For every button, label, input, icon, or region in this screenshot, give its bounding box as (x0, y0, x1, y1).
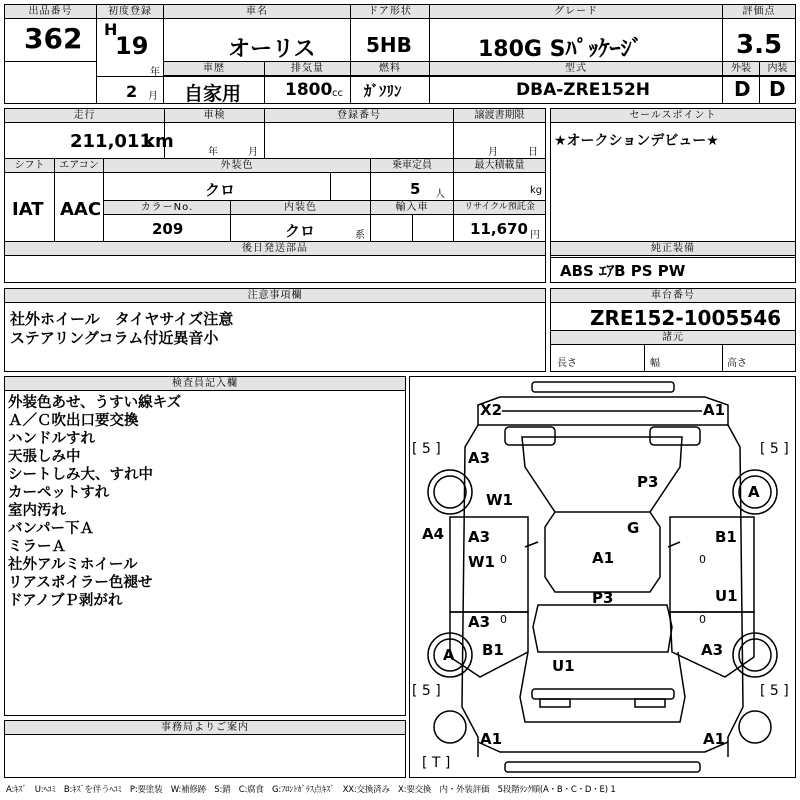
shaken-year: 年 (208, 147, 218, 158)
equipment-header: 純正装備 (551, 242, 795, 256)
displacement-header: 排気量 (265, 62, 350, 76)
inspector-line: ドアノブＰ剥がれ (8, 593, 123, 609)
transfer-month: 月 (488, 147, 498, 158)
notes-line-1: 社外ホイール タイヤサイズ注意 (10, 310, 234, 328)
lot-no-header: 出品番号 (5, 5, 96, 19)
shift-value: IAT (12, 199, 44, 220)
diagram-label-x2: X2 (480, 401, 503, 419)
import-header: 輸入車 (371, 201, 453, 215)
mileage-header: 走行 (5, 109, 164, 123)
diagram-label-g: G (627, 519, 640, 537)
specs-header: 諸元 (551, 331, 795, 345)
year-unit: 年 (150, 67, 160, 78)
mileage-unit: km (143, 131, 174, 152)
inspector-line: カーペットすれ (8, 485, 110, 501)
zero-left-rear: 0 (500, 613, 507, 626)
capacity-value: 5 (410, 180, 421, 198)
inspector-line: シートしみ大、すれ中 (8, 467, 153, 483)
diagram-label-u1-rear: U1 (552, 657, 575, 675)
recycle-value: 11,670 (470, 220, 528, 238)
exterior-value: D (734, 77, 751, 101)
diagram-label-a1-front: A1 (703, 401, 726, 419)
diagram-label-a3-right: A3 (701, 641, 724, 659)
interior-header: 内装 (760, 62, 795, 76)
history-header: 車歴 (164, 62, 264, 76)
diagram-label-a3-rear: A3 (468, 613, 491, 631)
inspector-lines (8, 394, 181, 610)
transfer-header: 譲渡書期限 (454, 109, 545, 123)
capacity-header: 乗車定員 (371, 159, 453, 173)
zero-right: 0 (699, 553, 706, 566)
era-value: H (104, 20, 118, 39)
tire-right-front: [ 5 ] (760, 441, 789, 457)
diagram-label-a1-right-rear: A1 (703, 730, 726, 748)
office-header: 事務局よりご案内 (5, 721, 405, 735)
fuel-value: ｶﾞｿﾘﾝ (364, 82, 402, 100)
max-load-unit: kg (530, 185, 543, 196)
car-name-header: 車名 (164, 5, 350, 19)
diagram-label-tire-left: A (443, 646, 455, 664)
inspector-line: 外装色あせ、うすい線キズ (8, 395, 182, 411)
grade-header: グレード (430, 5, 722, 19)
mileage-value: 211,011 (70, 131, 152, 152)
color-no-header: カラーNo. (104, 201, 230, 215)
zero-right-rear: 0 (699, 613, 706, 626)
ext-color-header: 外装色 (104, 159, 370, 173)
diagram-label-w1-front: W1 (486, 491, 513, 509)
inspector-line: 天張しみ中 (8, 449, 81, 465)
first-reg-header: 初度登録 (97, 5, 163, 19)
int-color-unit: 系 (355, 230, 365, 241)
car-diagram (409, 376, 796, 778)
history-value: 自家用 (184, 83, 242, 105)
legend: A:ｷｽﾞ U:ﾍｺﾐ B:ｷｽﾞを伴うﾍｺﾐ P:要塗装 W:補修跡 S:錆 C:腐食 G:ﾌﾛﾝﾄｶﾞﾗｽ点ｷｽﾞ XX:交換済み X:要交換 内・外装評価 5段階ﾗﾝｸ順(A・B・C・D・E) 1 (6, 785, 616, 795)
sales-point-value: ★オークションデビュー★ (554, 133, 719, 149)
model-code-value: DBA-ZRE152H (516, 80, 651, 100)
interior-value: D (769, 77, 786, 101)
inspector-line: リアスポイラー色褪せ (8, 575, 153, 591)
recycle-unit: 円 (530, 230, 540, 241)
max-load-header: 最大積載量 (454, 159, 545, 173)
shaken-month: 月 (248, 147, 258, 158)
door-header: ドア形状 (351, 5, 429, 19)
shift-header: シフト (5, 159, 54, 173)
month-value: 2 (126, 82, 138, 101)
month-unit: 月 (148, 91, 158, 102)
diagram-label-b1-right: B1 (715, 528, 737, 546)
inspector-line: Ａ／Ｃ吹出口要交換 (8, 413, 139, 429)
diagram-label-a1-left-rear: A1 (480, 730, 503, 748)
sales-point-header: セールスポイント (551, 109, 795, 123)
displacement-value: 1800 (285, 80, 333, 100)
fuel-header: 燃料 (351, 62, 429, 76)
diagram-label-p3-trunk: P3 (592, 589, 614, 607)
rating-header: 評価点 (723, 5, 795, 19)
diagram-label-a3-door: A3 (468, 528, 491, 546)
aircon-value: AAC (60, 199, 102, 220)
inspector-line: ハンドルすれ (8, 431, 95, 447)
zero-left: 0 (500, 553, 507, 566)
diagram-label-a1-roof: A1 (592, 549, 615, 567)
reg-no-header: 登録番号 (265, 109, 453, 123)
year-value: 19 (115, 32, 149, 60)
tire-right-rear: [ 5 ] (760, 683, 789, 699)
chassis-header: 車台番号 (551, 289, 795, 303)
inspector-header: 検査員記入欄 (5, 377, 405, 391)
inspector-line: バンパー下Ａ (8, 521, 94, 537)
aircon-header: エアコン (55, 159, 103, 173)
later-parts-header: 後日発送部品 (5, 242, 545, 256)
spec-length: 長さ (557, 358, 577, 369)
transfer-day: 日 (528, 147, 538, 158)
shaken-header: 車検 (165, 109, 264, 123)
diagram-label-w1-door: W1 (468, 553, 495, 571)
door-value: 5HB (366, 33, 412, 57)
mid-block (4, 108, 546, 242)
rating-value: 3.5 (736, 30, 783, 60)
ext-color-value: クロ (205, 181, 236, 199)
displacement-unit: cc (332, 88, 343, 99)
capacity-unit: 人 (435, 189, 445, 200)
chassis-value: ZRE152-1005546 (590, 306, 782, 330)
inspector-line: 社外アルミホイール (8, 557, 138, 573)
int-color-header: 内装色 (231, 201, 370, 215)
tire-left-front: [ 5 ] (412, 441, 441, 457)
diagram-label-a3-front: A3 (468, 449, 491, 467)
inspector-line: 室内汚れ (8, 503, 66, 519)
recycle-header: リサイクル預託金 (454, 201, 545, 215)
tread-label: [ T ] (422, 755, 451, 771)
notes-line-2: ステアリングコラム付近異音小 (10, 329, 219, 347)
equipment-value: ABS ｴｱB PS PW (560, 262, 686, 280)
diagram-label-p3-roof: P3 (637, 473, 659, 491)
color-no-value: 209 (152, 220, 184, 238)
exterior-header: 外装 (723, 62, 759, 76)
spec-width: 幅 (650, 358, 660, 369)
int-color-value: クロ (285, 222, 316, 240)
spec-height: 高さ (727, 358, 747, 369)
diagram-label-a4: A4 (422, 525, 445, 543)
diagram-label-b1-left: B1 (482, 641, 504, 659)
tire-left-rear: [ 5 ] (412, 683, 441, 699)
grade-value: 180G Sﾊﾟｯｹｰｼﾞ (478, 37, 643, 62)
model-code-header: 型式 (430, 62, 722, 76)
notes-header: 注意事項欄 (5, 289, 545, 303)
lot-no-value: 362 (24, 22, 83, 55)
car-name-value: オーリス (228, 37, 316, 62)
diagram-label-tire-right: A (748, 483, 760, 501)
diagram-label-u1-right: U1 (715, 587, 738, 605)
inspector-line: ミラーＡ (8, 539, 66, 555)
